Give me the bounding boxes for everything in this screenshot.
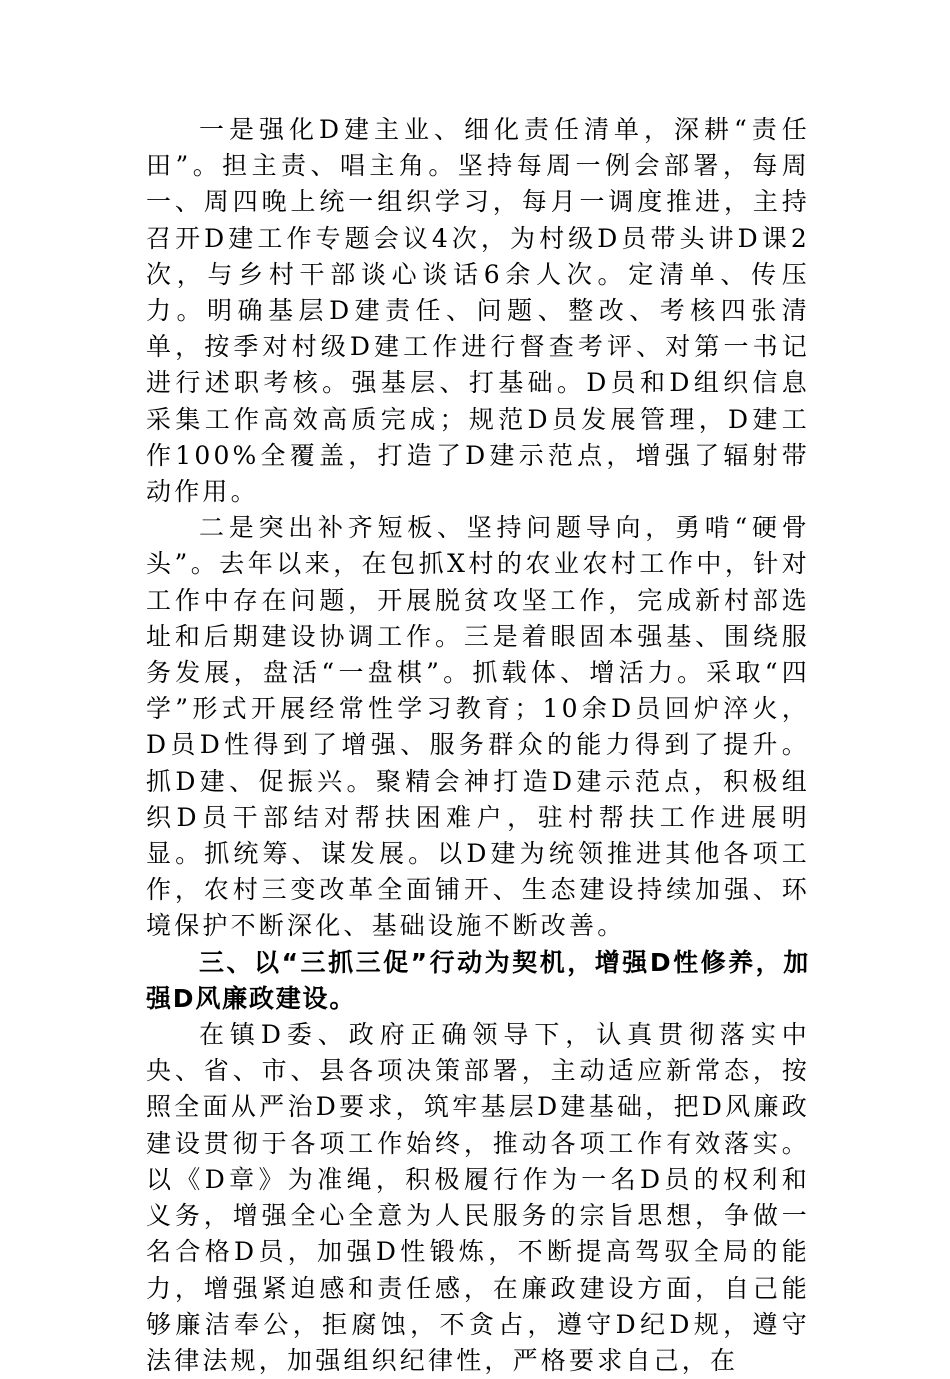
document-page [146,112,810,1379]
section-heading-three: 三、以“三抓三促”行动为契机，增强D性修养，加强D风廉政建设。 [146,947,810,1013]
paragraph-shortcomings-and-development: 二是突出补齐短板、坚持问题导向，勇啃“硬骨头”。去年以来，在包抓X村的农业农村工作中，针对工作中存在问题，开展脱贫攻坚工作，完成新村部选址和后期建设协调工作。三是着眼固本强基、围绕服务发展，盘活“一盘棋”。抓载体、增活力。采取“四学”形式开展经常性学习教育；10余D员回炉淬火，D员D性得到了增强、服务群众的能力得到了提升。抓D建、促振兴。聚精会神打造D建示范点，积极组织D员干部结对帮扶困难户，驻村帮扶工作进展明显。抓统筹、谋发展。以D建为统领推进其他各项工作，农村三变改革全面铺开、生态建设持续加强、环境保护不断深化、基础设施不断改善。 [146,513,810,941]
paragraph-party-building-responsibility: 一是强化D建主业、细化责任清单，深耕“责任田”。担主责、唱主角。坚持每周一例会部署，每周一、周四晚上统一组织学习，每月一调度推进，主持召开D建工作专题会议4次，为村级D员带头讲D课2次，与乡村干部谈心谈话6余人次。定清单、传压力。明确基层D建责任、问题、整改、考核四张清单，按季对村级D建工作进行督查考评、对第一书记进行述职考核。强基层、打基础。D员和D组织信息采集工作高效高质完成；规范D员发展管理，D建工作100%全覆盖，打造了D建示范点，增强了辐射带动作用。 [146,115,810,507]
paragraph-integrity-building: 在镇D委、政府正确领导下，认真贯彻落实中央、省、市、县各项决策部署，主动适应新常态，按照全面从严治D要求，筑牢基层D建基础，把D风廉政建设贯彻于各项工作始终，推动各项工作有效落实。以《D章》为准绳，积极履行作为一名D员的权利和义务，增强全心全意为人民服务的宗旨思想，争做一名合格D员，加强D性锻炼，不断提高驾驭全局的能力，增强紧迫感和责任感，在廉政建设方面，自己能够廉洁奉公，拒腐蚀，不贪占，遵守D纪D规，遵守法律法规，加强组织纪律性，严格要求自己，在 [146,1020,810,1375]
